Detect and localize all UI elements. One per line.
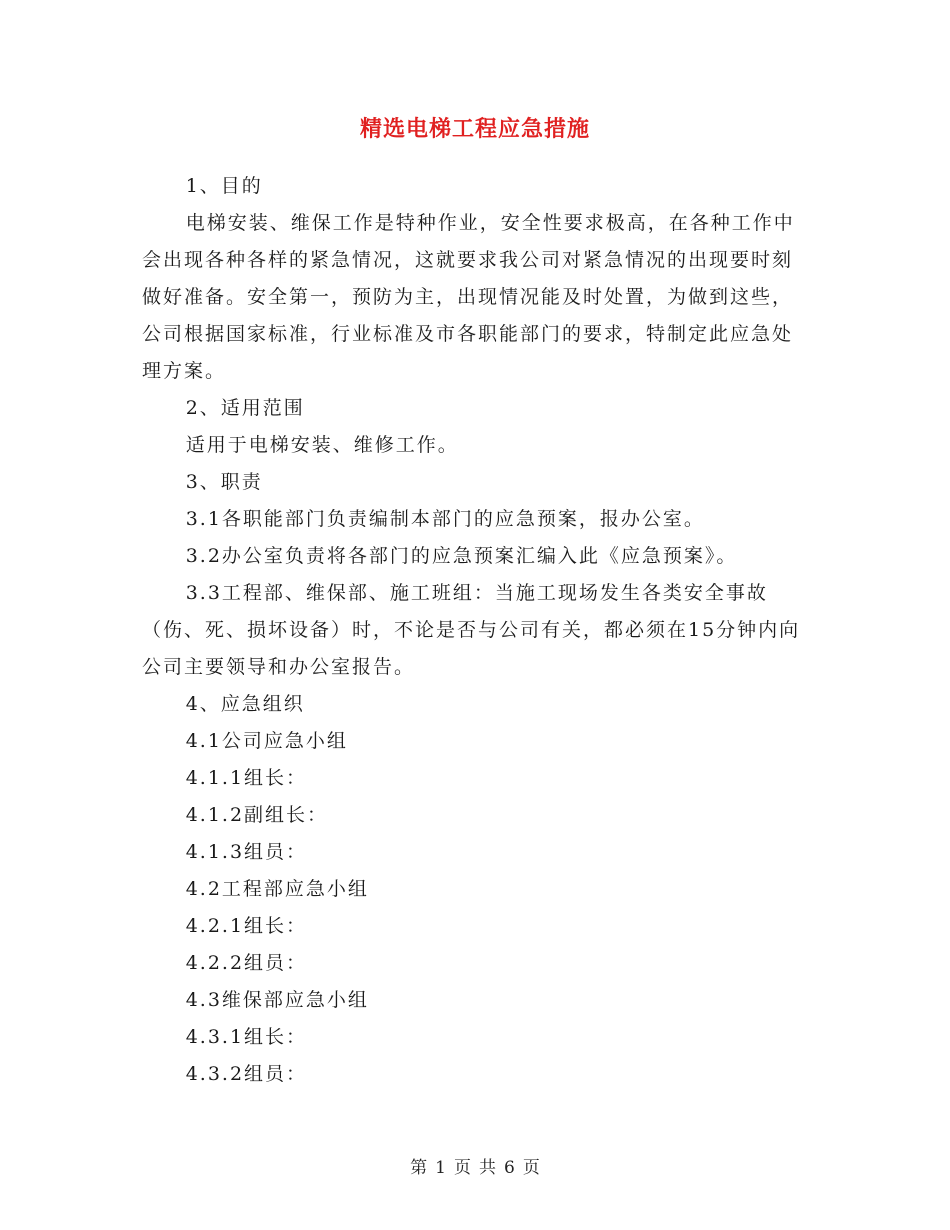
item-4-1-1: 4.1.1组长： [185,767,308,789]
subsection-4-2: 4.2工程部应急小组 [185,878,369,900]
section-heading-purpose: 1、目的 [185,175,263,197]
paragraph-duty-3-2: 3.2办公室负责将各部门的应急预案汇编入此《应急预案》。 [185,545,738,567]
paragraph-duty-3-3: 3.3工程部、维保部、施工班组：当施工现场发生各类安全事故（伤、死、损坏设备）时，不论是否与公司有关，都必须在15分钟内向公司主要领导和办公室报告。 [142,582,801,678]
section-heading-duties: 3、职责 [185,471,263,493]
item-4-3-2: 4.3.2组员： [185,1063,308,1085]
footer-total-pages: 6 [504,1158,515,1178]
footer-total-suffix: 页 [522,1158,540,1178]
footer-page-mid: 页 [454,1158,471,1178]
section-heading-organization: 4、应急组织 [185,693,305,715]
page-footer [0,1153,950,1178]
section-heading-scope: 2、适用范围 [185,397,305,419]
item-4-3-1: 4.3.1组长： [185,1026,308,1048]
item-4-1-3: 4.1.3组员： [185,841,308,863]
paragraph-duty-3-1: 3.1各职能部门负责编制本部门的应急预案，报办公室。 [185,508,705,530]
document-title: 精选电梯工程应急措施 [359,116,590,142]
paragraph-purpose: 电梯安装、维保工作是特种作业，安全性要求极高，在各种工作中会出现各种各样的紧急情况，这就要求我公司对紧急情况的出现要时刻做好准备。安全第一，预防为主，出现情况能及时处置，为做到这些，公司根据国家标准，行业标准及市各职能部门的要求，特制定此应急处理方案。 [142,212,795,382]
item-4-1-2: 4.1.2副组长： [185,804,329,826]
item-4-2-2: 4.2.2组员： [185,952,308,974]
document-body [142,168,802,1093]
item-4-2-1: 4.2.1组长： [185,915,308,937]
footer-total-prefix: 共 [479,1158,496,1178]
subsection-4-1: 4.1公司应急小组 [185,730,348,752]
paragraph-scope: 适用于电梯安装、维修工作。 [185,434,459,456]
footer-current-page: 1 [435,1158,446,1178]
footer-page-prefix: 第 [410,1158,428,1178]
subsection-4-3: 4.3维保部应急小组 [185,989,369,1011]
